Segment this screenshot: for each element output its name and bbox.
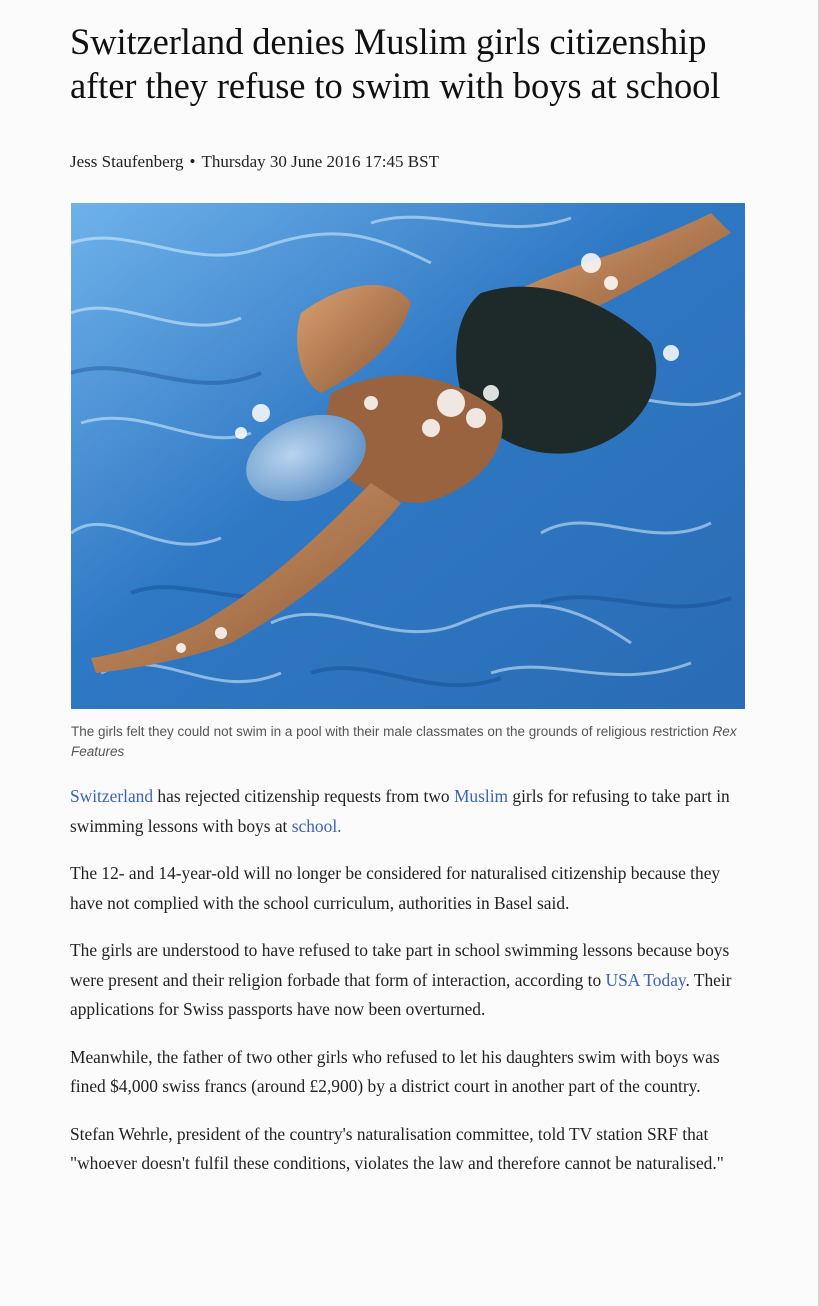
swimmer-illustration [71, 203, 745, 709]
paragraph-5: Stefan Wehrle, president of the country's naturalisation committee, told TV station SRF that "whoever doesn't fulfil these conditions, violates the law and therefore cannot be naturalised." [70, 1123, 724, 1173]
p3-text-2: . Their applications for Swiss passports have now been overturned. [70, 969, 732, 1019]
caption-text: The girls felt they could not swim in a pool with their male classmates on the grounds of religious restriction [71, 724, 709, 739]
paragraph-2: The 12- and 14-year-old will no longer be considered for naturalised citizenship because they have not complied with the school curriculum, authorities in Basel said. [70, 863, 721, 913]
link-muslim[interactable]: Muslim [453, 786, 509, 806]
paragraph-4: Meanwhile, the father of two other girls who refused to let his daughters swim with boys was fined $4,000 swiss francs (around £2,900) by a district court in another part of the country. [70, 1046, 720, 1096]
paragraph-3 [70, 936, 742, 1025]
p3-text-1: The girls are understood to have refused to take part in school swimming lessons because boys were present and their religion forbade that form of interaction, according to [70, 940, 730, 990]
publish-date: Thursday 30 June 2016 17:45 BST [201, 152, 439, 171]
image-caption [71, 722, 741, 762]
author-name[interactable]: Jess Staufenberg [70, 152, 184, 171]
article-body [70, 782, 742, 1197]
link-switzerland[interactable]: Switzerland [70, 786, 154, 806]
p1-text-1: has rejected citizenship requests from two [153, 786, 454, 806]
link-school[interactable]: school. [291, 815, 342, 836]
hero-image-swimmer [71, 203, 745, 709]
byline [70, 152, 439, 172]
photo-credit: Rex Features [71, 724, 737, 759]
article-headline: Switzerland denies Muslim girls citizenship after they refuse to swim with boys at school [70, 21, 721, 106]
byline-separator: • [189, 152, 196, 171]
paragraph-1 [70, 782, 742, 841]
p1-text-2: girls for refusing to take part in swimming lessons with boys at [70, 786, 730, 836]
link-usa-today[interactable]: USA Today [605, 969, 686, 990]
